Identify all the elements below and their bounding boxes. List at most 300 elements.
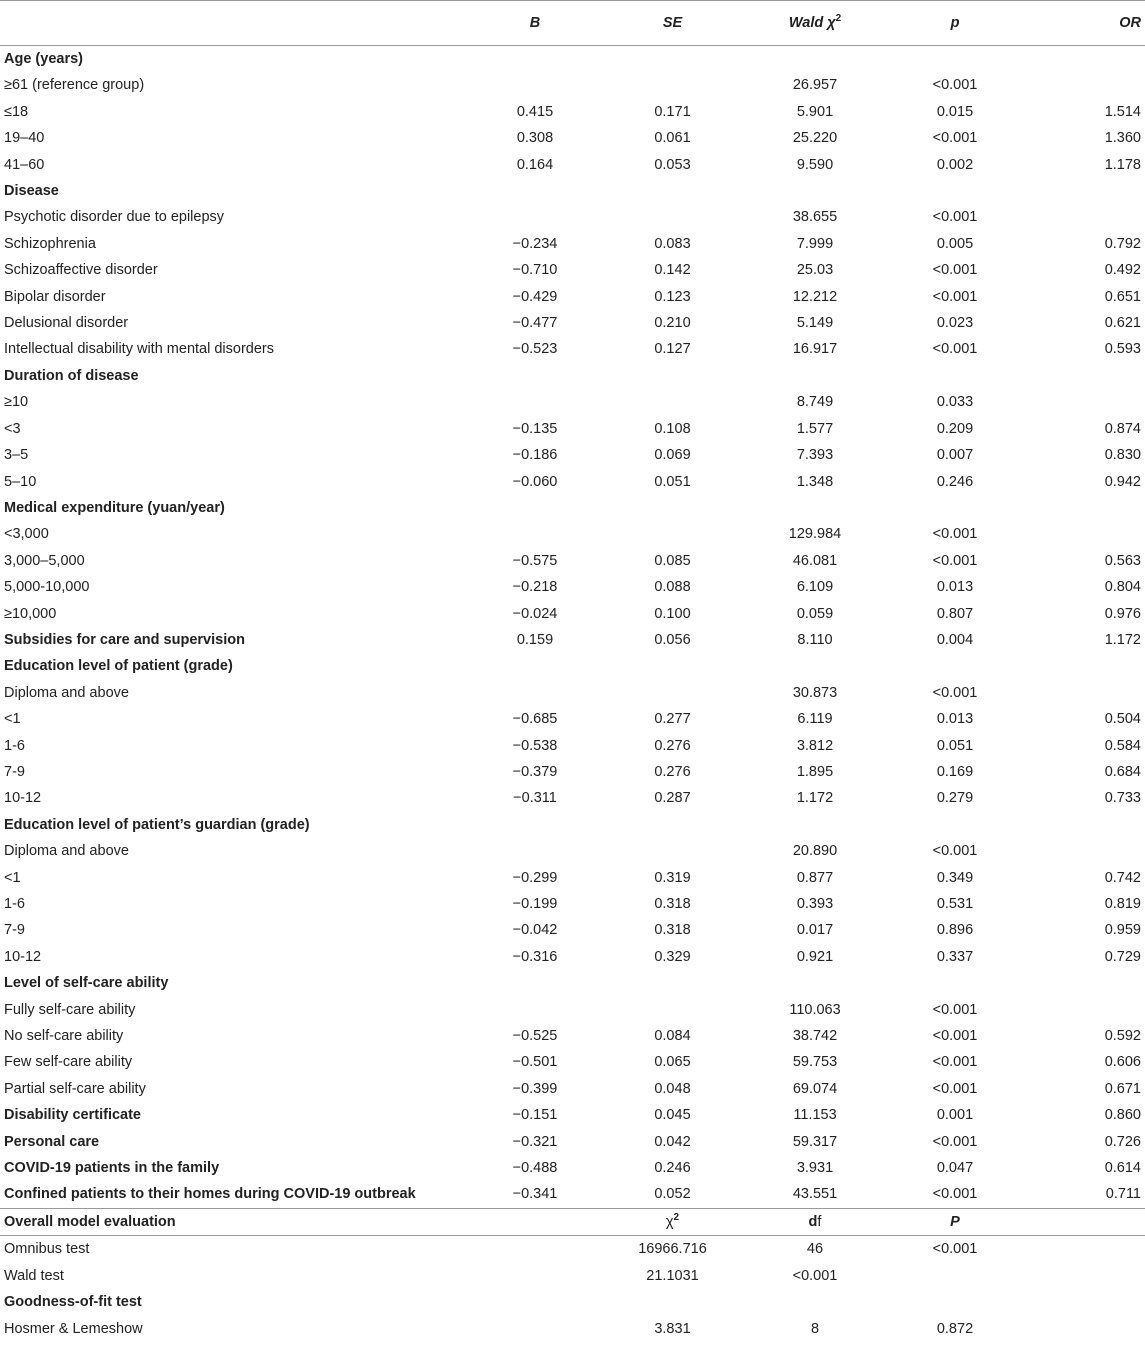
header-or: OR <box>1119 15 1141 31</box>
cell-wald: 0.921 <box>796 948 834 965</box>
cell-or: 0.684 <box>1104 763 1141 780</box>
model-row-p: <0.001 <box>932 1241 978 1258</box>
cell-or: 0.733 <box>1104 790 1141 807</box>
table-row <box>0 706 1145 732</box>
cell-wald: 8.110 <box>797 631 833 648</box>
cell-or: 0.804 <box>1104 579 1141 596</box>
section-row <box>0 363 1145 389</box>
cell-wald: 43.551 <box>792 1186 838 1203</box>
table-row <box>0 257 1145 283</box>
cell-p: 0.807 <box>936 605 974 622</box>
model-p-header: P <box>950 1213 960 1230</box>
row-label: Confined patients to their homes during COVID-19 outbreak <box>4 1186 416 1203</box>
cell-b <box>470 389 600 415</box>
cell-b <box>470 72 600 98</box>
header-variable <box>0 1 470 46</box>
gof-row-label: Hosmer & Lemeshow <box>4 1320 143 1337</box>
model-empty-last <box>1025 1208 1145 1235</box>
model-chi-label: χ <box>665 1213 674 1230</box>
cell-or: 0.742 <box>1104 869 1141 886</box>
cell-p: <0.001 <box>932 1186 978 1203</box>
row-label: Schizoaffective disorder <box>4 262 158 279</box>
cell-p: 0.005 <box>936 235 974 252</box>
model-df-header <box>745 1208 885 1235</box>
gof-title: Goodness-of-fit test <box>4 1294 142 1311</box>
cell-b: −0.399 <box>512 1080 558 1097</box>
cell-p: <0.001 <box>932 684 978 701</box>
cell-b <box>470 997 600 1023</box>
cell-p: <0.001 <box>932 262 978 279</box>
gof-empty <box>1025 1289 1145 1315</box>
table-row <box>0 865 1145 891</box>
cell-se <box>600 204 745 230</box>
table-row <box>0 521 1145 547</box>
model-row-empty <box>470 1263 600 1289</box>
row-label: Intellectual disability with mental disorders <box>4 341 274 358</box>
cell-or <box>1025 812 1145 838</box>
cell-p: 0.047 <box>936 1160 974 1177</box>
cell-b: −0.199 <box>512 896 558 912</box>
cell-b: −0.710 <box>512 262 558 279</box>
cell-se: 0.048 <box>654 1080 691 1097</box>
cell-wald: 46.081 <box>792 552 838 569</box>
cell-se <box>600 72 745 98</box>
row-label: Diploma and above <box>4 843 129 860</box>
cell-se: 0.277 <box>654 711 691 728</box>
model-header-row <box>0 1208 1145 1235</box>
cell-wald: 3.812 <box>796 737 834 754</box>
table-row <box>0 284 1145 310</box>
cell-se: 0.210 <box>654 315 691 332</box>
cell-b: −0.429 <box>512 288 558 305</box>
table-row <box>0 99 1145 125</box>
table-row <box>0 442 1145 468</box>
row-label: 10-12 <box>4 790 42 807</box>
section-row <box>0 46 1145 73</box>
cell-se: 0.142 <box>654 262 691 279</box>
cell-or <box>1025 178 1145 204</box>
cell-b: −0.488 <box>512 1160 558 1177</box>
model-chi-sup: 2 <box>673 1212 680 1224</box>
row-label: Medical expenditure (yuan/year) <box>4 499 225 516</box>
row-label: Schizophrenia <box>4 235 96 252</box>
model-row-label: Wald test <box>4 1267 64 1284</box>
cell-se: 0.042 <box>654 1133 691 1150</box>
table-row <box>0 72 1145 98</box>
cell-se: 0.123 <box>654 288 691 305</box>
cell-p <box>885 46 1025 73</box>
cell-wald: 0.877 <box>796 869 834 886</box>
cell-se <box>600 178 745 204</box>
cell-b: −0.186 <box>512 447 558 464</box>
cell-p: <0.001 <box>932 77 978 94</box>
row-label: 7-9 <box>4 922 25 939</box>
cell-or: 0.874 <box>1104 420 1141 437</box>
model-row-p <box>885 1263 1025 1289</box>
cell-wald <box>745 46 885 73</box>
cell-se: 0.108 <box>654 420 691 437</box>
cell-se: 0.318 <box>654 896 691 912</box>
model-row-empty-last <box>1025 1263 1145 1289</box>
cell-b: −0.135 <box>512 420 558 437</box>
row-label: 3–5 <box>4 447 29 464</box>
cell-or <box>1025 46 1145 73</box>
table-row <box>0 389 1145 415</box>
model-df-d: d <box>808 1213 818 1230</box>
section-row <box>0 653 1145 679</box>
row-label: Personal care <box>4 1133 100 1150</box>
cell-se: 0.319 <box>654 869 691 886</box>
cell-wald: 1.895 <box>796 763 834 780</box>
cell-or: 0.651 <box>1104 288 1141 305</box>
table-row <box>0 917 1145 943</box>
row-label: Duration of disease <box>4 367 139 384</box>
row-label: 3,000–5,000 <box>4 552 85 569</box>
row-label: Disability certificate <box>4 1107 141 1124</box>
cell-p: <0.001 <box>932 130 978 147</box>
cell-p: <0.001 <box>932 552 978 569</box>
cell-se: 0.276 <box>654 737 691 754</box>
row-label: 5–10 <box>4 473 37 490</box>
cell-wald: 7.999 <box>796 235 834 252</box>
cell-wald: 38.742 <box>792 1028 838 1045</box>
model-chi-header <box>600 1208 745 1235</box>
cell-se: 0.088 <box>654 579 691 596</box>
cell-or: 0.504 <box>1104 711 1141 728</box>
cell-b: −0.575 <box>512 552 558 569</box>
cell-wald <box>745 653 885 679</box>
table-row <box>0 1023 1145 1049</box>
cell-b: −0.024 <box>512 605 558 622</box>
cell-wald: 5.149 <box>796 315 834 332</box>
model-row-chi: 16966.716 <box>638 1241 707 1258</box>
cell-b: −0.060 <box>512 473 558 490</box>
cell-or: 0.614 <box>1104 1160 1141 1177</box>
row-label: 7-9 <box>4 763 25 780</box>
row-label: Few self-care ability <box>4 1054 133 1071</box>
cell-se <box>600 46 745 73</box>
cell-b: −0.151 <box>512 1107 558 1124</box>
cell-or: 0.621 <box>1104 315 1141 332</box>
table-row <box>0 997 1145 1023</box>
model-title: Overall model evaluation <box>4 1213 176 1230</box>
cell-wald: 25.03 <box>796 262 834 279</box>
model-evaluation <box>0 1208 1145 1342</box>
cell-b <box>470 812 600 838</box>
cell-or: 0.492 <box>1104 262 1141 279</box>
cell-se: 0.061 <box>654 130 691 147</box>
gof-empty <box>470 1289 600 1315</box>
cell-se: 0.085 <box>654 552 691 569</box>
cell-b: −0.311 <box>513 790 557 807</box>
cell-or: 0.942 <box>1104 473 1141 490</box>
cell-wald: 38.655 <box>792 209 838 226</box>
cell-se: 0.127 <box>654 341 691 358</box>
table-row <box>0 336 1145 362</box>
row-label: ≥10 <box>4 394 29 411</box>
row-label: Fully self-care ability <box>4 1001 136 1018</box>
table-row <box>0 574 1145 600</box>
cell-wald: 25.220 <box>792 130 838 147</box>
cell-p: 0.002 <box>936 156 974 173</box>
cell-b: −0.341 <box>512 1186 558 1203</box>
row-label: <1 <box>4 711 21 728</box>
cell-b: −0.042 <box>512 922 558 939</box>
cell-b <box>470 495 600 521</box>
cell-b: −0.538 <box>512 737 558 754</box>
cell-wald: 8.749 <box>796 394 834 411</box>
cell-wald: 5.901 <box>796 103 834 120</box>
gof-row-empty-last <box>1025 1316 1145 1342</box>
cell-or: 0.593 <box>1104 341 1141 358</box>
cell-se: 0.329 <box>654 948 691 965</box>
cell-p: <0.001 <box>932 1080 978 1097</box>
cell-se: 0.171 <box>654 103 691 120</box>
cell-p <box>885 495 1025 521</box>
cell-or: 0.671 <box>1104 1080 1141 1097</box>
cell-or: 0.584 <box>1104 737 1141 754</box>
table-body <box>0 46 1145 1209</box>
row-label: ≥10,000 <box>4 605 57 622</box>
row-label: COVID-19 patients in the family <box>4 1160 220 1177</box>
cell-b: −0.379 <box>512 763 558 780</box>
cell-p: 0.007 <box>936 447 974 464</box>
row-label: Subsidies for care and supervision <box>4 631 245 648</box>
cell-b <box>470 970 600 996</box>
cell-or: 1.178 <box>1104 156 1141 173</box>
cell-or: 0.819 <box>1104 896 1141 912</box>
cell-b <box>470 178 600 204</box>
cell-wald: 129.984 <box>788 526 842 543</box>
cell-wald: 0.017 <box>796 922 834 939</box>
cell-se: 0.053 <box>654 156 691 173</box>
model-row-omnibus <box>0 1236 1145 1263</box>
table-row <box>0 759 1145 785</box>
cell-or <box>1025 204 1145 230</box>
gof-row-hosmer <box>0 1316 1145 1342</box>
cell-wald: 1.348 <box>796 473 834 490</box>
section-row <box>0 1102 1145 1128</box>
row-label: Psychotic disorder due to epilepsy <box>4 209 225 226</box>
cell-b: 0.164 <box>516 156 554 173</box>
cell-wald <box>745 495 885 521</box>
cell-b <box>470 653 600 679</box>
cell-se <box>600 495 745 521</box>
cell-b: −0.234 <box>512 235 558 252</box>
cell-or: 1.514 <box>1104 103 1141 120</box>
row-label: Delusional disorder <box>4 315 129 332</box>
cell-wald: 26.957 <box>792 77 838 94</box>
model-row-chi: 21.1031 <box>646 1267 699 1284</box>
table-row <box>0 231 1145 257</box>
gof-empty <box>745 1289 885 1315</box>
section-row <box>0 1155 1145 1181</box>
row-label: Education level of patient (grade) <box>4 658 233 675</box>
cell-wald: 7.393 <box>796 447 834 464</box>
cell-wald: 59.317 <box>792 1133 838 1150</box>
gof-empty <box>885 1289 1025 1315</box>
table-row <box>0 838 1145 864</box>
cell-or <box>1025 970 1145 996</box>
row-label: 5,000-10,000 <box>4 579 90 596</box>
gof-row-df: 8 <box>810 1320 820 1337</box>
header-b: B <box>529 15 541 31</box>
cell-se: 0.045 <box>654 1107 691 1124</box>
cell-p: 0.169 <box>936 763 974 780</box>
row-label: 10-12 <box>4 948 42 965</box>
cell-b: −0.299 <box>512 869 558 886</box>
cell-or: 0.711 <box>1105 1186 1141 1203</box>
cell-p <box>885 363 1025 389</box>
cell-p: <0.001 <box>932 843 978 860</box>
cell-or: 0.563 <box>1104 552 1141 569</box>
cell-b: −0.321 <box>512 1133 558 1150</box>
cell-b: −0.316 <box>512 948 558 965</box>
cell-or <box>1025 838 1145 864</box>
cell-p: <0.001 <box>932 1001 978 1018</box>
cell-se: 0.246 <box>654 1160 691 1177</box>
cell-p <box>885 812 1025 838</box>
cell-wald: 9.590 <box>796 156 834 173</box>
cell-se: 0.065 <box>654 1054 691 1071</box>
cell-p: 0.023 <box>936 315 974 332</box>
row-label: ≥61 (reference group) <box>4 77 145 94</box>
gof-empty <box>600 1289 745 1315</box>
model-empty-col <box>470 1208 600 1235</box>
cell-p: 0.013 <box>936 711 974 728</box>
cell-b: −0.218 <box>512 579 558 596</box>
row-label: 41–60 <box>4 156 45 173</box>
cell-p: <0.001 <box>932 288 978 305</box>
cell-p: 0.004 <box>936 631 974 648</box>
row-label: Bipolar disorder <box>4 288 106 305</box>
cell-se: 0.084 <box>654 1028 691 1045</box>
cell-or <box>1025 997 1145 1023</box>
table-row <box>0 310 1145 336</box>
table-row <box>0 125 1145 151</box>
cell-b: −0.501 <box>512 1054 558 1071</box>
cell-b <box>470 521 600 547</box>
section-row <box>0 627 1145 653</box>
row-label: Partial self-care ability <box>4 1080 146 1097</box>
cell-wald: 30.873 <box>792 684 838 701</box>
table-row <box>0 944 1145 970</box>
row-label: Disease <box>4 183 59 200</box>
section-row <box>0 812 1145 838</box>
cell-b <box>470 838 600 864</box>
cell-p: 0.013 <box>936 579 974 596</box>
table-row <box>0 204 1145 230</box>
model-row-label: Omnibus test <box>4 1241 90 1258</box>
table-row <box>0 601 1145 627</box>
cell-wald: 12.212 <box>792 288 838 305</box>
cell-or: 1.172 <box>1104 631 1141 648</box>
row-label: Diploma and above <box>4 684 129 701</box>
table-row <box>0 469 1145 495</box>
cell-wald: 11.153 <box>793 1107 837 1124</box>
table-row <box>0 1049 1145 1075</box>
cell-p <box>885 970 1025 996</box>
cell-wald: 0.059 <box>796 605 834 622</box>
cell-se: 0.287 <box>654 790 691 807</box>
cell-or <box>1025 363 1145 389</box>
cell-wald: 1.577 <box>796 420 834 437</box>
model-row-df: 46 <box>806 1241 824 1258</box>
model-row-empty-last <box>1025 1236 1145 1263</box>
model-row-empty <box>470 1236 600 1263</box>
cell-se <box>600 653 745 679</box>
cell-or: 1.360 <box>1104 130 1141 147</box>
cell-p: 0.209 <box>936 420 974 437</box>
cell-or <box>1025 72 1145 98</box>
row-label: Education level of patient’s guardian (grade) <box>4 816 310 833</box>
cell-b: −0.477 <box>512 315 558 332</box>
cell-or: 0.729 <box>1104 948 1141 965</box>
cell-p: 0.896 <box>936 922 974 939</box>
cell-wald: 6.109 <box>796 579 834 596</box>
table-row <box>0 416 1145 442</box>
section-row <box>0 970 1145 996</box>
cell-se <box>600 838 745 864</box>
cell-or <box>1025 389 1145 415</box>
cell-b: −0.523 <box>512 341 558 358</box>
gof-row-p: 0.872 <box>936 1320 974 1337</box>
table-row <box>0 548 1145 574</box>
table-row <box>0 1076 1145 1102</box>
cell-wald: 59.753 <box>792 1054 838 1071</box>
cell-or: 0.959 <box>1104 922 1141 939</box>
cell-se: 0.318 <box>654 922 691 939</box>
cell-se: 0.100 <box>654 605 691 622</box>
row-label: Level of self-care ability <box>4 975 169 992</box>
row-label: ≤18 <box>4 103 29 120</box>
cell-se <box>600 970 745 996</box>
model-row-df: <0.001 <box>792 1267 838 1284</box>
cell-or: 0.860 <box>1104 1107 1141 1124</box>
cell-se <box>600 363 745 389</box>
cell-wald: 0.393 <box>796 896 834 912</box>
cell-wald <box>745 363 885 389</box>
section-row <box>0 495 1145 521</box>
cell-p: <0.001 <box>932 1028 978 1045</box>
cell-wald: 20.890 <box>792 843 838 860</box>
table-row <box>0 152 1145 178</box>
table-row <box>0 680 1145 706</box>
section-row <box>0 1181 1145 1208</box>
cell-se: 0.069 <box>654 447 691 464</box>
model-row-wald <box>0 1263 1145 1289</box>
table-row <box>0 733 1145 759</box>
cell-p: 0.337 <box>936 948 974 965</box>
cell-b: 0.415 <box>516 103 554 120</box>
cell-p <box>885 178 1025 204</box>
cell-or <box>1025 521 1145 547</box>
cell-b <box>470 363 600 389</box>
cell-p: 0.279 <box>936 790 974 807</box>
header-p: p <box>950 15 960 31</box>
cell-or: 0.726 <box>1104 1133 1141 1150</box>
cell-se: 0.051 <box>654 473 691 490</box>
row-label: <3 <box>4 420 21 437</box>
table-row <box>0 785 1145 811</box>
cell-p: <0.001 <box>932 1054 978 1071</box>
cell-se <box>600 389 745 415</box>
cell-b <box>470 680 600 706</box>
cell-p: 0.246 <box>936 473 974 490</box>
row-label: 1-6 <box>4 737 25 754</box>
header-wald-label: Wald χ <box>788 15 836 31</box>
cell-wald <box>745 178 885 204</box>
